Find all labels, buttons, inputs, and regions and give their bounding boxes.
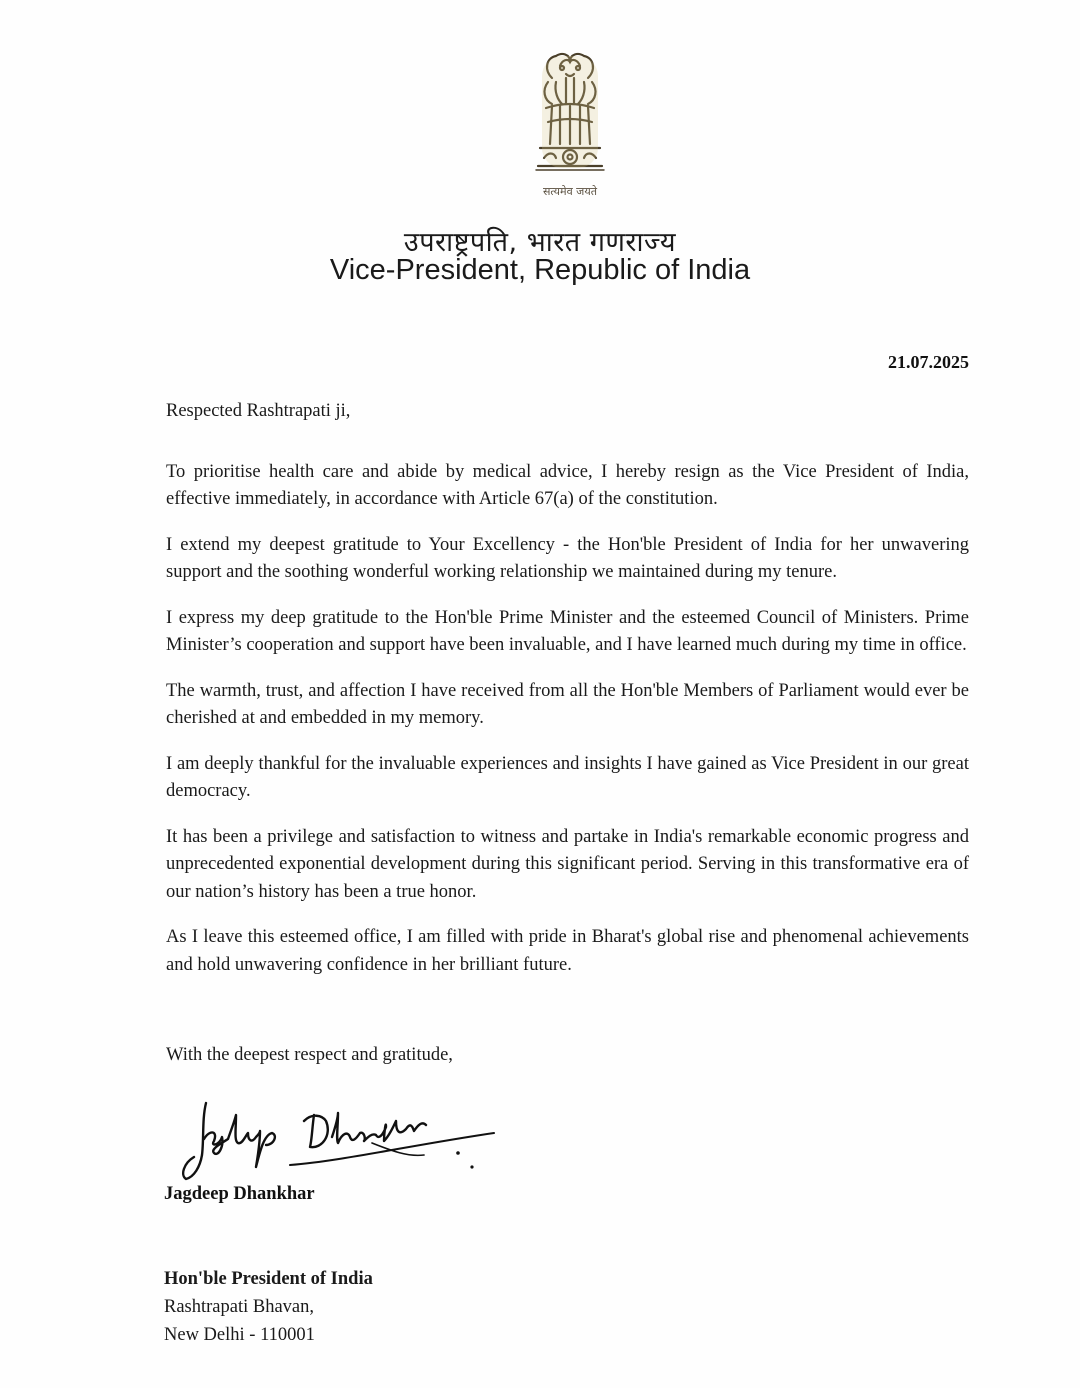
national-emblem-icon bbox=[522, 48, 618, 208]
paragraph-experiences: I am deeply thankful for the invaluable experiences and insights I have gained as Vice President in our great democracy. bbox=[166, 753, 969, 801]
letterhead-title-hindi: उपराष्ट्रपति, भारत गणराज्य bbox=[403, 227, 677, 258]
signer-name: Jagdeep Dhankhar bbox=[164, 1184, 315, 1204]
paragraph-resignation: To prioritise health care and abide by medical advice, I hereby resign as the Vice President of India, effective immediately, in accordance with Article 67(a) of the constitution. bbox=[166, 461, 969, 509]
closing-line: With the deepest respect and gratitude, bbox=[166, 1045, 453, 1065]
paragraph-gratitude-pm: I express my deep gratitude to the Hon'ble Prime Minister and the esteemed Council of Ministers. Prime Minister’s cooperation and support have been invaluable, and I have learned much during my time in office. bbox=[166, 607, 969, 655]
paragraph-gratitude-president: I extend my deepest gratitude to Your Excellency - the Hon'ble President of India for her unwavering support and the soothing wonderful working relationship we maintained during my tenure. bbox=[166, 534, 969, 582]
recipient-title: Hon'ble President of India bbox=[164, 1269, 373, 1289]
paragraph-privilege: It has been a privilege and satisfaction to witness and partake in India's remarkable economic progress and unprecedented exponential development during this significant period. Serving in this transformative era of our nation’s history has been a true honor. bbox=[166, 826, 969, 902]
handwritten-signature-icon bbox=[172, 1095, 512, 1185]
recipient-address bbox=[164, 1265, 373, 1349]
paragraph-parliament: The warmth, trust, and affection I have received from all the Hon'ble Members of Parliament would ever be cherished at and embedded in my memory. bbox=[166, 680, 969, 728]
paragraph-pride: As I leave this esteemed office, I am filled with pride in Bharat's global rise and phenomenal achievements and hold unwavering confidence in her brilliant future. bbox=[166, 927, 969, 975]
emblem-motto: सत्यमेव जयते bbox=[542, 185, 597, 198]
recipient-city: New Delhi - 110001 bbox=[164, 1325, 315, 1345]
letter-date: 21.07.2025 bbox=[888, 352, 969, 372]
salutation: Respected Rashtrapati ji, bbox=[166, 401, 351, 421]
letterhead-title-english: Vice-President, Republic of India bbox=[329, 254, 751, 286]
recipient-building: Rashtrapati Bhavan, bbox=[164, 1297, 315, 1317]
letter-body bbox=[166, 398, 969, 997]
